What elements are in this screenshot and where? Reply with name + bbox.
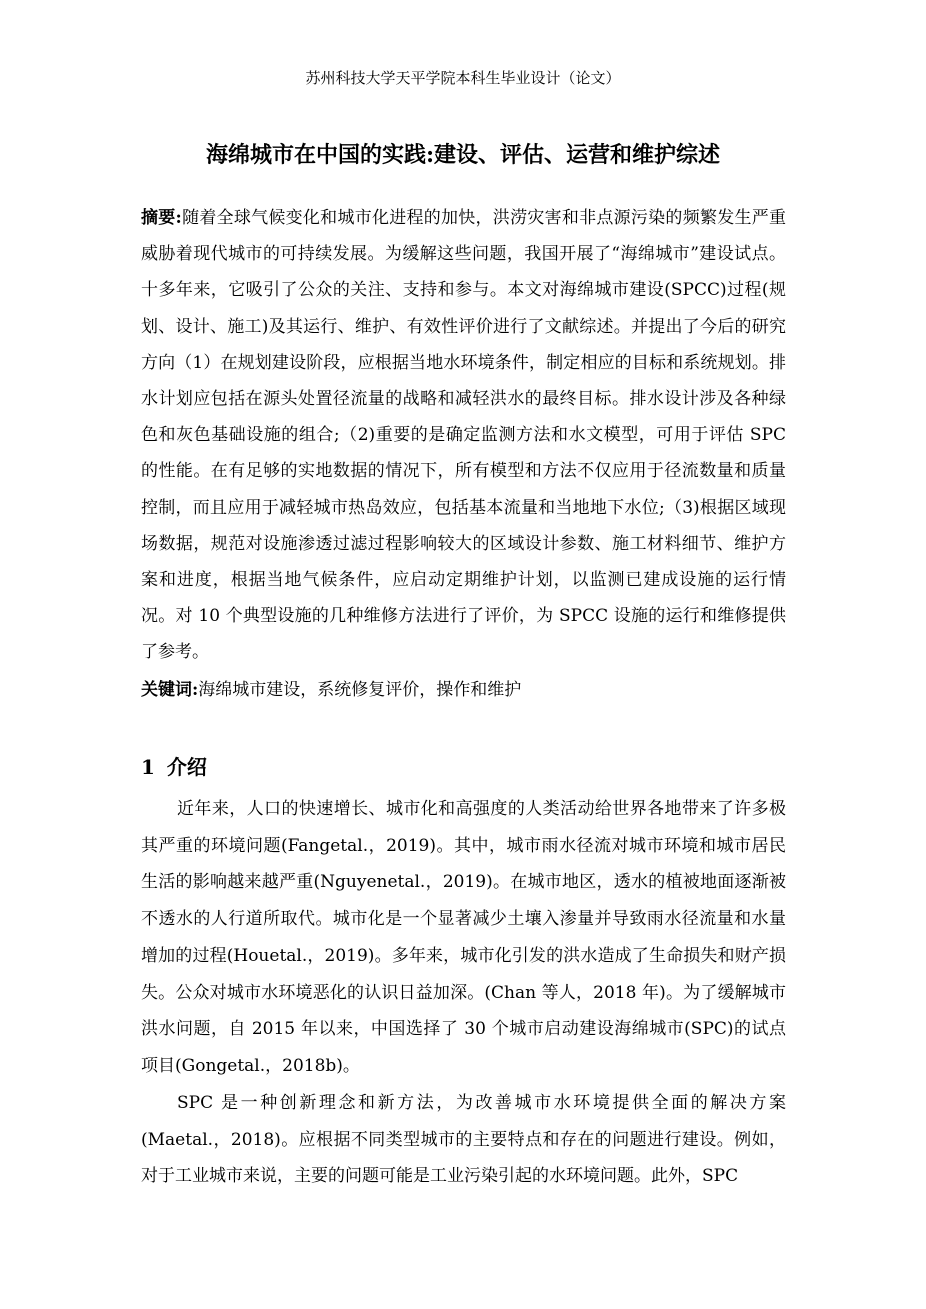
keywords-label: 关键词: <box>141 680 199 700</box>
body-paragraph-2: SPC 是一种创新理念和新方法，为改善城市水环境提供全面的解决方案(Maetal.，2018)。应根据不同类型城市的主要特点和存在的问题进行建设。例如，对于工业城市来说，主要的问题可能是工业污染引起的水环境问题。此外，SPC <box>141 1093 786 1187</box>
body-paragraph-1: 近年来，人口的快速增长、城市化和高强度的人类活动给世界各地带来了许多极其严重的环境问题(Fangetal.，2019)。其中，城市雨水径流对城市环境和城市居民生活的影响越来越严重(Nguyenetal.，2019)。在城市地区，透水的植被地面逐渐被不透水的人行道所取代。城市化是一个显著减少土壤入渗量并导致雨水径流量和水量增加的过程(Houetal.，2019)。多年来，城市化引发的洪水造成了生命损失和财产损失。公众对城市水环境恶化的认识日益加深。(Chan 等人，2018 年)。为了缓解城市洪水问题，自 2015 年以来，中国选择了 30 个城市启动建设海绵城市(SPC)的试点项目(Gongetal.，2018b)。 <box>141 799 786 1076</box>
abstract-text: 随着全球气候变化和城市化进程的加快，洪涝灾害和非点源污染的频繁发生严重威胁着现代城市的可持续发展。为缓解这些问题，我国开展了“海绵城市”建设试点。十多年来，它吸引了公众的关注、支持和参与。本文对海绵城市建设(SPCC)过程(规划、设计、施工)及其运行、维护、有效性评价进行了文献综述。并提出了今后的研究方向（1）在规划建设阶段，应根据当地水环境条件，制定相应的目标和系统规划。排水计划应包括在源头处置径流量的战略和减轻洪水的最终目标。排水设计涉及各种绿色和灰色基础设施的组合;（2)重要的是确定监测方法和水文模型，可用于评估 SPC 的性能。在有足够的实地数据的情况下，所有模型和方法不仅应用于径流数量和质量控制，而且应用于减轻城市热岛效应，包括基本流量和当地地下水位;（3)根据区域现场数据，规范对设施渗透过滤过程影响较大的区域设计参数、施工材料细节、维护方案和进度，根据当地气候条件，应启动定期维护计划，以监测已建成设施的运行情况。对 10 个典型设施的几种维修方法进行了评价，为 SPCC 设施的运行和维修提供了参考。 <box>141 208 787 663</box>
abstract-label: 摘要: <box>141 208 182 228</box>
running-header: 苏州科技大学天平学院本科生毕业设计（论文） <box>305 69 621 87</box>
section-title: 介绍 <box>166 755 207 779</box>
section-number: 1 <box>141 755 155 779</box>
abstract <box>141 200 786 671</box>
section-heading <box>141 750 786 784</box>
keywords-text: 海绵城市建设，系统修复评价，操作和维护 <box>198 680 522 700</box>
paper-title: 海绵城市在中国的实践:建设、评估、运营和维护综述 <box>205 141 721 168</box>
keywords <box>141 672 786 708</box>
